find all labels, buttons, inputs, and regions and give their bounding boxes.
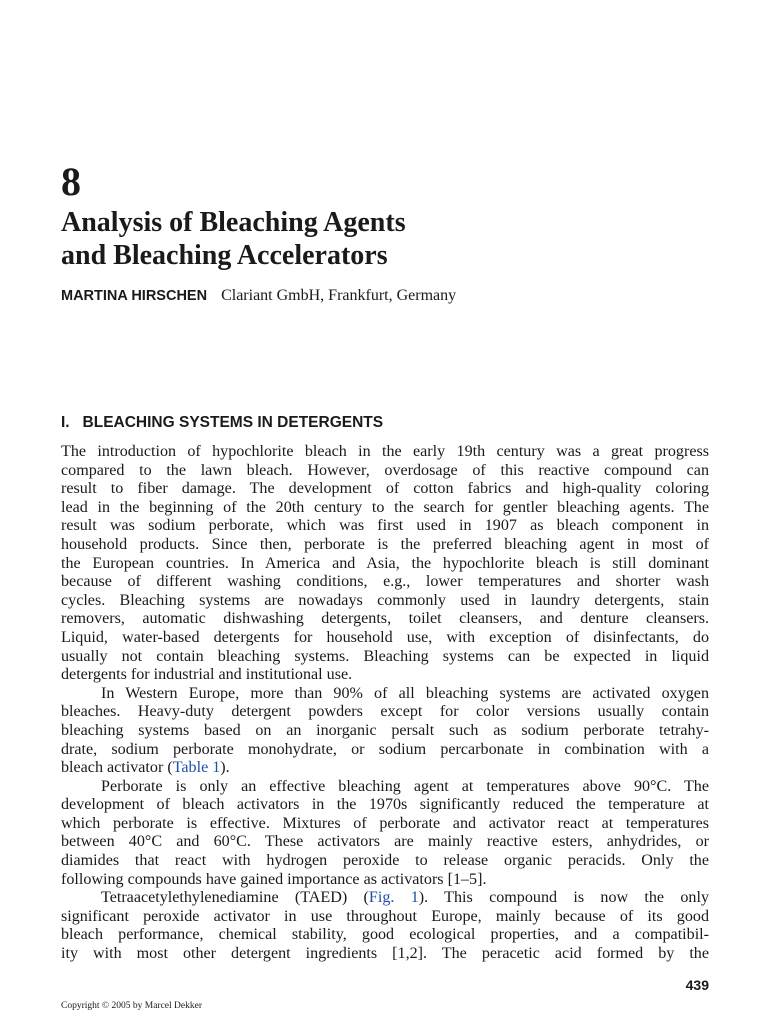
copyright-notice: Copyright © 2005 by Marcel Dekker bbox=[61, 1001, 202, 1011]
page-number: 439 bbox=[685, 977, 709, 993]
text-line: Liquid, water-based detergents for household use, with exception of disinfectants, do bbox=[61, 628, 709, 646]
text-line: between 40°C and 60°C. These activators are mainly reactive esters, anhydrides, or bbox=[61, 833, 709, 851]
text-line: ity with most other detergent ingredients [1,2]. The peracetic acid formed by the bbox=[61, 945, 709, 963]
text-line: In Western Europe, more than 90% of all bleaching systems are activated oxygen bbox=[101, 684, 709, 702]
body-text bbox=[61, 443, 709, 964]
byline bbox=[61, 286, 456, 306]
text-fragment: ). This compound is now the only bbox=[418, 889, 710, 907]
text-line: bleaches. Heavy-duty detergent powders except for color versions usually contain bbox=[61, 703, 709, 721]
author-name: MARTINA HIRSCHEN bbox=[61, 288, 208, 304]
chapter-title-line: Analysis of Bleaching Agents bbox=[61, 207, 406, 238]
text-line: bleaching systems based on an inorganic persalt such as sodium perborate tetrahy- bbox=[61, 721, 709, 739]
text-line bbox=[61, 889, 709, 908]
text-line: significant peroxide activator in use throughout Europe, mainly because of its good bbox=[61, 907, 709, 925]
text-line: result was sodium perborate, which was first used in 1907 as bleach component in bbox=[61, 517, 709, 535]
chapter-title-line: and Bleaching Accelerators bbox=[61, 240, 388, 271]
text-line: Perborate is only an effective bleaching agent at temperatures above 90°C. The bbox=[101, 777, 709, 795]
text-line: bleach performance, chemical stability, good ecological properties, and a compatibil- bbox=[61, 926, 709, 944]
author-affiliation: Clariant GmbH, Frankfurt, Germany bbox=[221, 287, 457, 304]
text-line: household products. Since then, perborate is the preferred bleaching agent in most of bbox=[61, 535, 709, 553]
text-line: removers, automatic dishwashing detergents, toilet cleansers, and denture cleansers. bbox=[61, 610, 709, 628]
section-heading bbox=[61, 413, 383, 433]
section-heading-text: I. BLEACHING SYSTEMS IN DETERGENTS bbox=[61, 414, 384, 431]
chapter-number: 8 bbox=[61, 159, 81, 204]
text-line: cycles. Bleaching systems are nowadays commonly used in laundry detergents, stain bbox=[61, 591, 709, 609]
text-line: result to fiber damage. The development of cotton fabrics and high-quality coloring bbox=[61, 480, 709, 498]
chapter-title bbox=[61, 206, 701, 272]
text-line: usually not contain bleaching systems. Bleaching systems can be expected in liquid bbox=[61, 647, 709, 665]
text-line: because of different washing conditions, e.g., lower temperatures and shorter wash bbox=[61, 573, 709, 591]
text-line: lead in the beginning of the 20th century to the search for gentler bleaching agents. The bbox=[61, 498, 709, 516]
table-1-link[interactable]: Table 1 bbox=[172, 759, 221, 777]
text-line: which perborate is effective. Mixtures of perborate and activator react at temperatures bbox=[61, 814, 709, 832]
text-line: detergents for industrial and institutional use. bbox=[61, 666, 353, 684]
text-fragment: ). bbox=[220, 759, 230, 777]
text-line: diamides that react with hydrogen peroxide to release organic peracids. Only the bbox=[61, 852, 709, 870]
text-line: the European countries. In America and Asia, the hypochlorite bleach is still dominant bbox=[61, 554, 709, 572]
figure-1-link[interactable]: Fig. 1 bbox=[368, 889, 419, 907]
text-line: compared to the lawn bleach. However, overdosage of this reactive compound can bbox=[61, 461, 709, 479]
text-line: The introduction of hypochlorite bleach in the early 19th century was a great progress bbox=[61, 443, 709, 460]
text-fragment: Tetraacetylethylenediamine (TAED) ( bbox=[101, 889, 369, 907]
text-fragment: bleach activator ( bbox=[61, 759, 173, 777]
text-line: following compounds have gained importance as activators [1–5]. bbox=[61, 870, 487, 888]
text-line bbox=[61, 759, 709, 778]
text-line: drate, sodium perborate monohydrate, or sodium percarbonate in combination with a bbox=[61, 740, 709, 758]
text-line: development of bleach activators in the 1970s significantly reduced the temperature at bbox=[61, 796, 709, 814]
